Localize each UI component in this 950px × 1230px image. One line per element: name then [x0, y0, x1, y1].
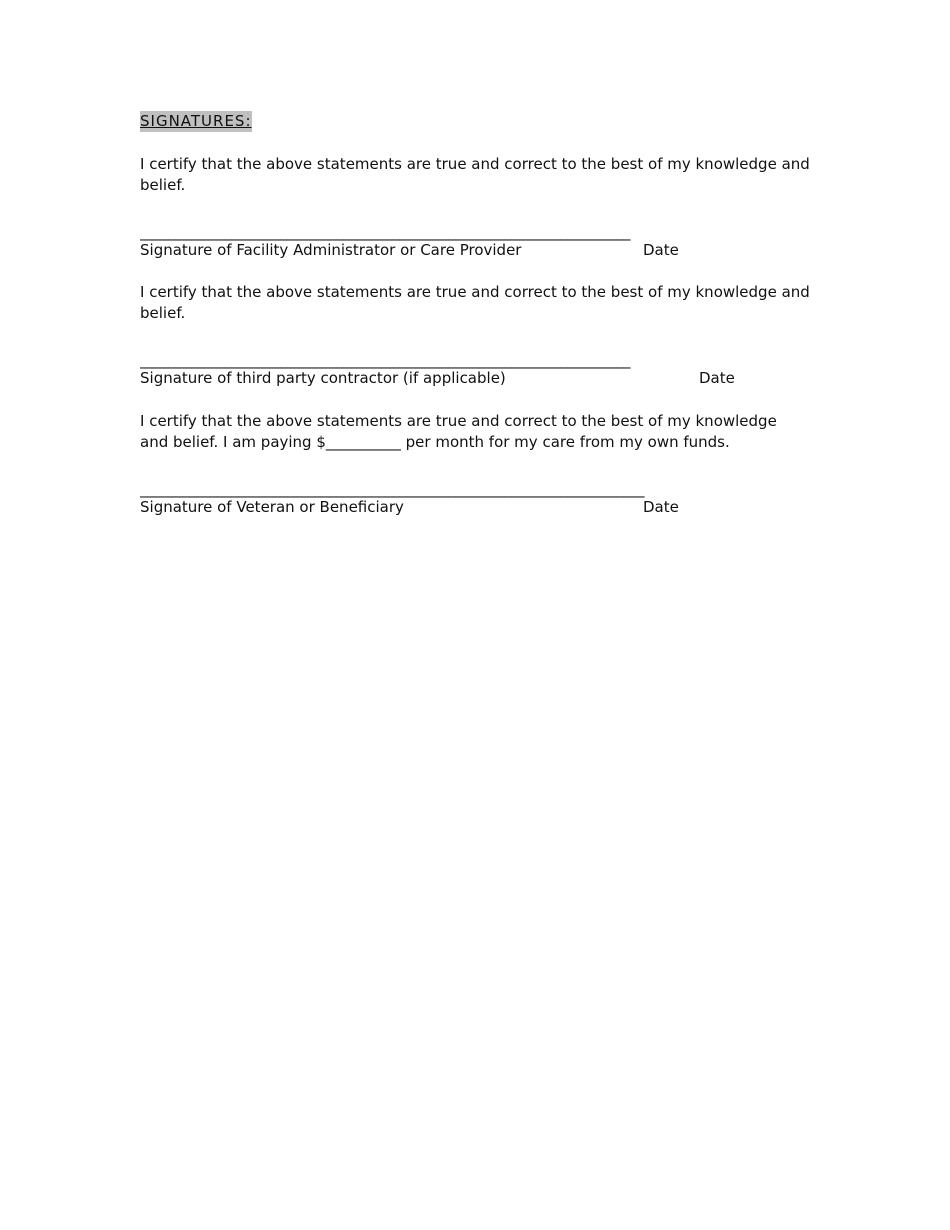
certification-text: and belief. I am paying $__________ per month for my care from my own funds.	[140, 433, 730, 451]
signature-line: ________________________________________________________________________	[140, 480, 644, 498]
signature-label: Signature of Veteran or Beneficiary	[140, 498, 404, 516]
date-label: Date	[643, 241, 679, 259]
signature-label: Signature of Facility Administrator or Care Provider	[140, 241, 522, 259]
signature-label: Signature of third party contractor (if applicable)	[140, 369, 506, 387]
certification-text: I certify that the above statements are true and correct to the best of my knowledge and	[140, 155, 810, 173]
certification-text: I certify that the above statements are true and correct to the best of my knowledge	[140, 412, 777, 430]
certification-text: I certify that the above statements are true and correct to the best of my knowledge and	[140, 283, 810, 301]
date-label: Date	[643, 498, 679, 516]
certification-text: belief.	[140, 304, 186, 322]
signature-line: ______________________________________________________________________	[140, 351, 630, 369]
signature-line: ______________________________________________________________________	[140, 223, 630, 241]
section-heading: SIGNATURES:	[140, 112, 252, 130]
certification-text: belief.	[140, 176, 186, 194]
date-label: Date	[699, 369, 735, 387]
